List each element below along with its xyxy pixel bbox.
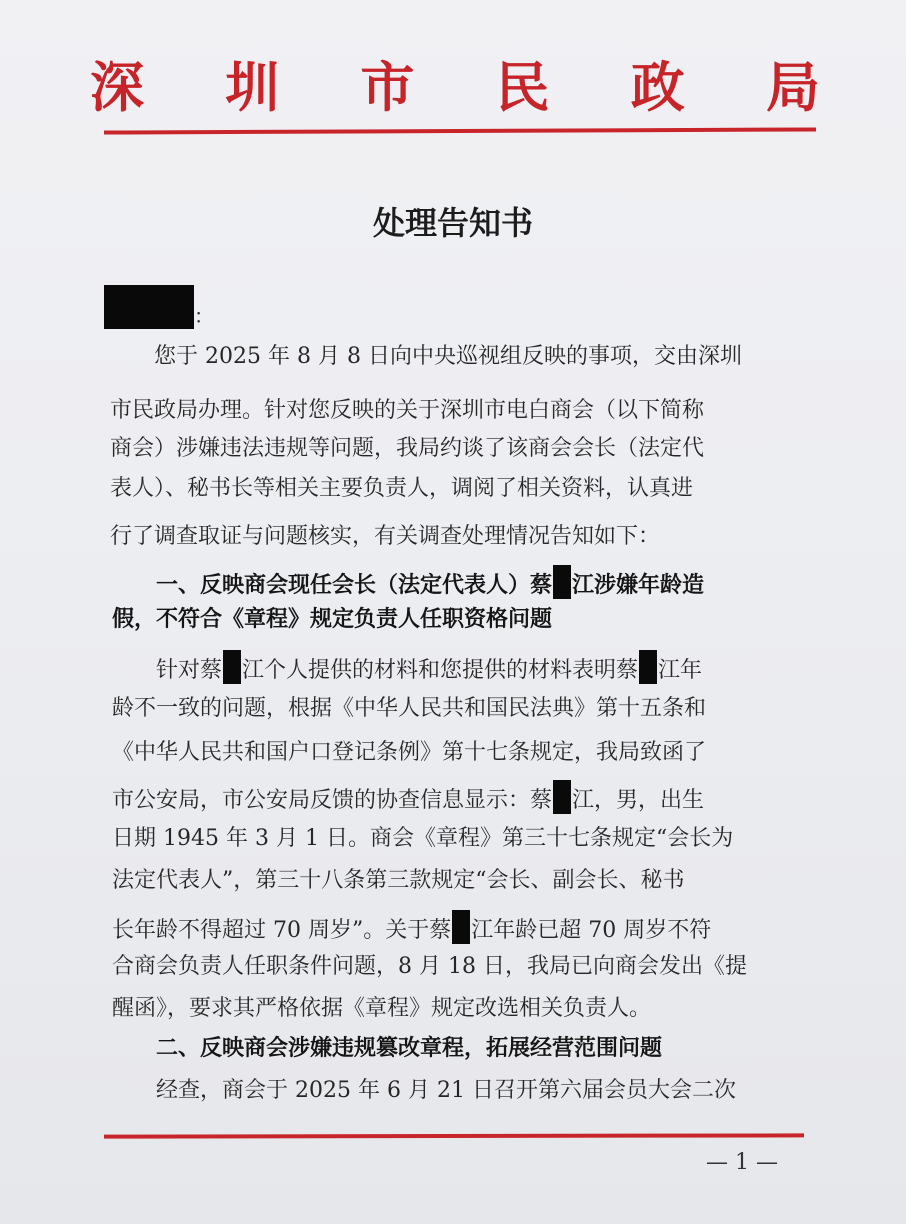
body-line: 法定代表人”，第三十八条第三款规定“会长、副会长、秘书 [112,868,685,893]
body-line: 表人）、秘书长等相关主要负责人，调阅了相关资料，认真进 [110,476,694,501]
masthead-char: 圳 [225,54,280,119]
masthead-char: 局 [765,54,820,119]
body-line: 商会）涉嫌违法违规等问题，我局约谈了该商会会长（法定代 [110,436,705,461]
agency-masthead [90,50,820,119]
name-redaction [452,910,470,944]
body-line: 市公安局，市公安局反馈的协查信息显示：蔡 江，男，出生 [112,780,704,816]
name-redaction [553,780,571,814]
body-line: 日期 1945 年 3 月 1 日。商会《章程》第三十七条规定“会长为 [112,826,734,851]
body-line: 行了调查取证与问题核实，有关调查处理情况告知如下： [110,524,661,549]
document-title: 处理告知书 [372,204,533,242]
masthead-char: 政 [630,54,685,119]
section-heading-1-cont: 假，不符合《章程》规定负责人任职资格问题 [112,607,553,632]
body-line: 龄不一致的问题，根据《中华人民共和国民法典》第十五条和 [112,696,707,721]
section-heading-1: 一、反映商会现任会长（法定代表人）蔡 江涉嫌年龄造 [112,565,704,601]
masthead-char: 深 [90,54,144,119]
body-line: 《中华人民共和国户口登记条例》第十七条规定，我局致函了 [112,740,707,765]
masthead-char: 民 [495,54,550,119]
body-line: 长年龄不得超过 70 周岁”。关于蔡 江年龄已超 70 周岁不符 [112,910,711,946]
section-heading-2: 二、反映商会涉嫌违规篡改章程，拓展经营范围问题 [112,1036,663,1061]
body-line: 针对蔡 江个人提供的材料和您提供的材料表明蔡 江年 [112,650,702,686]
body-line: 合商会负责人任职条件问题，8 月 18 日，我局已向商会发出《提 [112,954,747,979]
body-line: 您于 2025 年 8 月 8 日向中央巡视组反映的事项，交由深圳 [110,344,742,369]
name-redaction [223,650,241,684]
recipient-colon: ： [194,304,214,328]
name-redaction [553,565,571,599]
body-line: 醒函》，要求其严格依据《章程》规定改选相关负责人。 [112,996,652,1021]
masthead-char: 市 [360,54,415,119]
body-line: 市民政局办理。针对您反映的关于深圳市电白商会（以下简称 [110,398,705,423]
recipient-redaction [104,285,194,329]
body-line: 经查，商会于 2025 年 6 月 21 日召开第六届会员大会二次 [112,1078,736,1103]
page-number: — 1 — [706,1150,778,1175]
header-red-rule [104,127,816,134]
name-redaction [639,650,657,684]
footer-red-rule [104,1133,804,1138]
